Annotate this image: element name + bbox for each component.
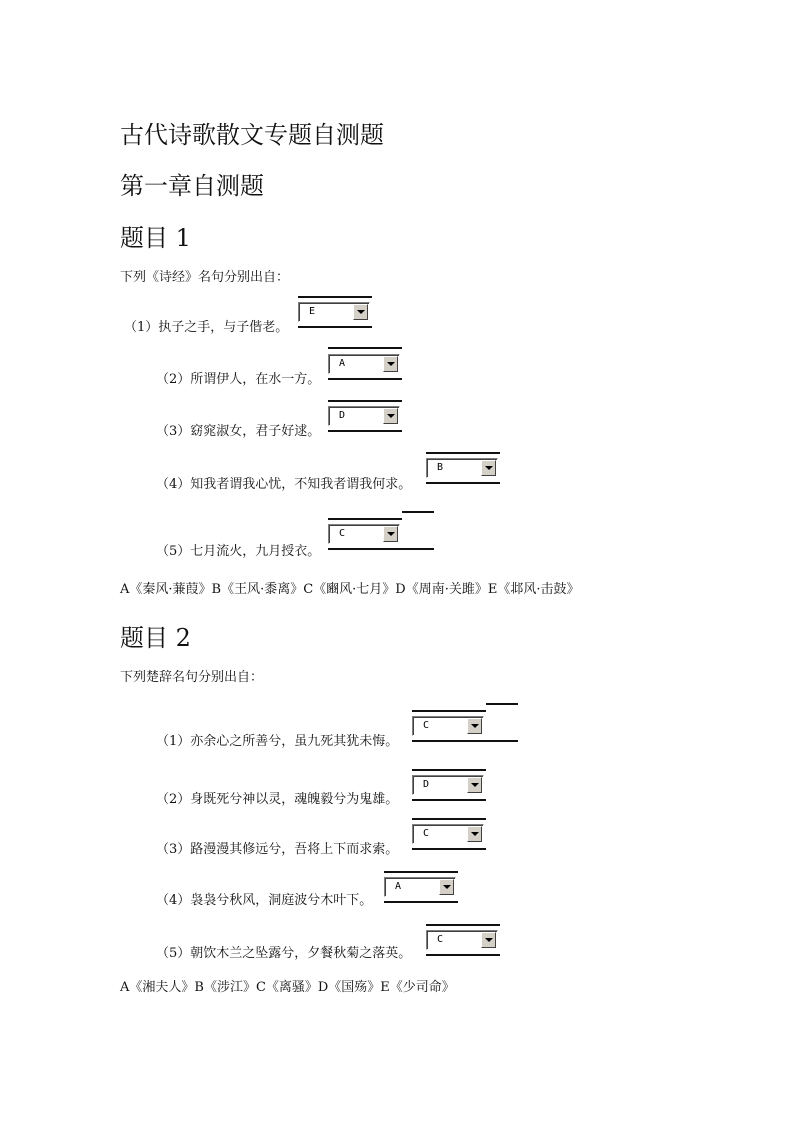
q2-answer-select-1[interactable] [412,716,484,736]
q1-answer-value-4: B [437,462,444,473]
q2-answer-select-4[interactable] [384,877,456,897]
question-1-options: A《秦风·蒹葭》B《王风·黍离》C《豳风·七月》D《周南·关雎》E《邶风·击鼓》 [120,582,580,597]
page-title: 古代诗歌散文专题自测题 [120,121,384,149]
q2-item-2: （2）身既死兮神以灵，魂魄毅兮为鬼雄。 [156,792,399,807]
q2-answer-value-2: D [423,779,430,790]
q1-item-4: （4）知我者谓我心忧，不知我者谓我何求。 [156,477,412,492]
q1-answer-select-3[interactable] [328,406,400,426]
chevron-down-icon[interactable] [383,526,398,542]
question-1-prompt: 下列《诗经》名句分别出自： [120,270,290,285]
q2-answer-select-2[interactable] [412,775,484,795]
q2-answer-select-5[interactable] [426,930,498,950]
q1-answer-select-5[interactable] [328,524,400,544]
question-2-prompt: 下列楚辞名句分别出自： [120,670,264,685]
q1-answer-value-3: D [339,410,346,421]
q1-answer-value-1: E [309,306,316,317]
q1-item-1: （1）执子之手，与子偕老。 [124,320,289,335]
q1-item-3: （3）窈窕淑女，君子好逑。 [156,424,321,439]
q2-item-5: （5）朝饮木兰之坠露兮，夕餐秋菊之落英。 [156,946,412,961]
chevron-down-icon[interactable] [467,826,482,842]
q2-answer-value-3: C [423,828,430,839]
chevron-down-icon[interactable] [353,304,368,320]
chevron-down-icon[interactable] [383,408,398,424]
chevron-down-icon[interactable] [383,356,398,372]
q1-answer-select-4[interactable] [426,458,498,478]
chevron-down-icon[interactable] [481,460,496,476]
question-1-heading: 题目 1 [120,224,191,252]
q2-item-3: （3）路漫漫其修远兮，吾将上下而求索。 [156,842,399,857]
q2-item-1: （1）亦余心之所善兮，虽九死其犹未悔。 [156,734,399,749]
q1-answer-value-2: A [339,358,346,369]
question-2-options: A《湘夫人》B《涉江》C《离骚》D《国殇》E《少司命》 [120,980,455,995]
chevron-down-icon[interactable] [467,777,482,793]
q1-item-2: （2）所谓伊人，在水一方。 [156,372,321,387]
q2-answer-value-1: C [423,720,430,731]
chevron-down-icon[interactable] [481,932,496,948]
q2-item-4: （4）袅袅兮秋风，洞庭波兮木叶下。 [156,893,373,908]
question-2-heading: 题目 2 [120,624,191,652]
q1-item-5: （5）七月流火，九月授衣。 [156,544,321,559]
chevron-down-icon[interactable] [467,718,482,734]
q1-answer-select-1[interactable] [298,302,370,322]
q1-answer-select-2[interactable] [328,354,400,374]
chevron-down-icon[interactable] [439,879,454,895]
chapter-title: 第一章自测题 [120,172,264,200]
q2-answer-select-3[interactable] [412,824,484,844]
q1-answer-value-5: C [339,528,346,539]
q2-answer-value-5: C [437,934,444,945]
q2-answer-value-4: A [395,881,402,892]
